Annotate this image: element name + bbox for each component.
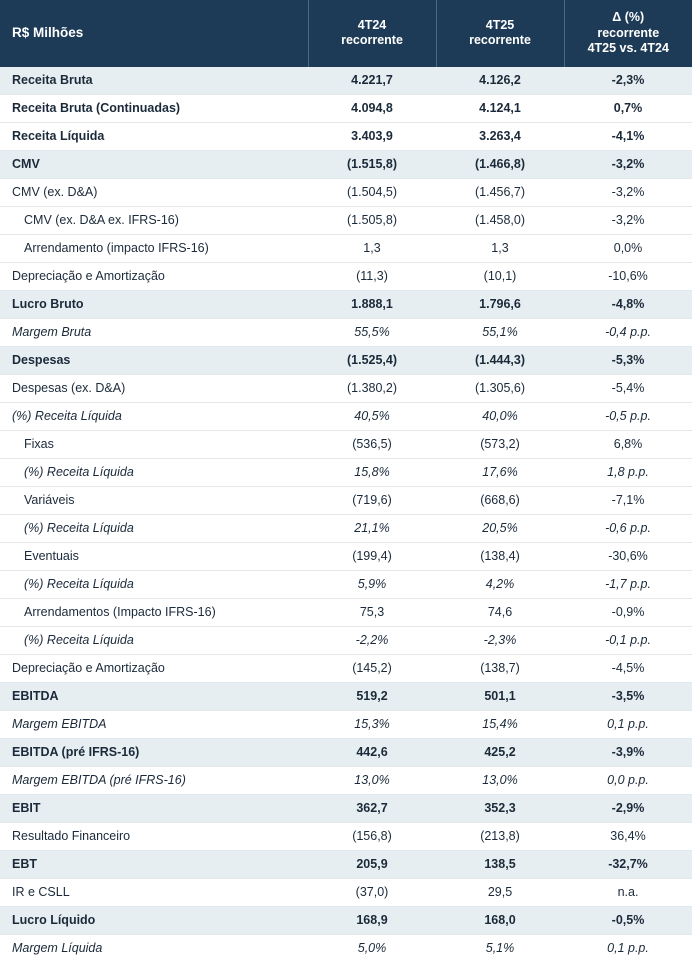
row-value-4t25: (213,8): [436, 822, 564, 850]
row-value-4t24: -2,2%: [308, 626, 436, 654]
row-value-delta: -7,1%: [564, 486, 692, 514]
row-label: (%) Receita Líquida: [0, 570, 308, 598]
row-value-4t24: (1.525,4): [308, 346, 436, 374]
header-col-delta-line1: Δ (%): [612, 10, 645, 24]
table-row: [0, 67, 692, 95]
row-value-4t25: 29,5: [436, 878, 564, 906]
row-value-delta: -0,6 p.p.: [564, 514, 692, 542]
table-row: [0, 402, 692, 430]
row-value-delta: 6,8%: [564, 430, 692, 458]
row-value-4t25: (1.458,0): [436, 206, 564, 234]
row-label: Margem EBITDA (pré IFRS-16): [0, 766, 308, 794]
row-value-4t25: (1.456,7): [436, 178, 564, 206]
row-label: Depreciação e Amortização: [0, 262, 308, 290]
row-value-4t25: 352,3: [436, 794, 564, 822]
table-row: [0, 262, 692, 290]
table-row: [0, 346, 692, 374]
row-value-delta: -5,4%: [564, 374, 692, 402]
row-value-4t25: 168,0: [436, 906, 564, 934]
row-value-4t24: 15,8%: [308, 458, 436, 486]
row-value-4t24: (145,2): [308, 654, 436, 682]
row-value-4t24: 168,9: [308, 906, 436, 934]
row-value-4t25: 1.796,6: [436, 290, 564, 318]
header-col-4t24: [308, 0, 436, 67]
row-value-4t25: 4.124,1: [436, 94, 564, 122]
row-label: Lucro Bruto: [0, 290, 308, 318]
row-value-4t25: 425,2: [436, 738, 564, 766]
row-value-4t25: (138,7): [436, 654, 564, 682]
row-label: Margem Bruta: [0, 318, 308, 346]
header-col-4t25: [436, 0, 564, 67]
row-value-4t24: 5,0%: [308, 934, 436, 962]
row-label: Receita Líquida: [0, 122, 308, 150]
row-label: Margem Líquida: [0, 934, 308, 962]
row-value-delta: -3,2%: [564, 206, 692, 234]
row-label: Receita Bruta (Continuadas): [0, 94, 308, 122]
row-value-4t24: 4.094,8: [308, 94, 436, 122]
row-label: Variáveis: [0, 486, 308, 514]
table-row: [0, 486, 692, 514]
row-value-delta: -0,4 p.p.: [564, 318, 692, 346]
table-row: [0, 570, 692, 598]
header-col-delta-line3: 4T25 vs. 4T24: [587, 41, 669, 56]
row-value-delta: -2,9%: [564, 794, 692, 822]
row-value-delta: -3,2%: [564, 178, 692, 206]
row-value-delta: -10,6%: [564, 262, 692, 290]
table-row: [0, 514, 692, 542]
table-row: [0, 934, 692, 962]
row-value-4t24: 1.888,1: [308, 290, 436, 318]
table-row: [0, 178, 692, 206]
row-value-4t25: (1.466,8): [436, 150, 564, 178]
table-row: [0, 458, 692, 486]
header-col-4t25-line1: 4T25: [485, 17, 515, 32]
row-value-4t24: 21,1%: [308, 514, 436, 542]
row-label: CMV (ex. D&A): [0, 178, 308, 206]
row-value-4t25: 4.126,2: [436, 67, 564, 95]
row-label: EBITDA (pré IFRS-16): [0, 738, 308, 766]
table-row: [0, 318, 692, 346]
row-value-4t25: (138,4): [436, 542, 564, 570]
header-units-label: R$ Milhões: [0, 0, 308, 67]
header-col-delta-line2: recorrente: [597, 25, 660, 40]
row-value-delta: -4,8%: [564, 290, 692, 318]
row-label: EBITDA: [0, 682, 308, 710]
row-value-4t25: 15,4%: [436, 710, 564, 738]
row-label: Fixas: [0, 430, 308, 458]
table-row: [0, 122, 692, 150]
header-col-4t25-line2: recorrente: [469, 33, 531, 48]
row-value-4t24: (1.515,8): [308, 150, 436, 178]
row-value-4t24: 75,3: [308, 598, 436, 626]
table-row: [0, 542, 692, 570]
row-label: Lucro Líquido: [0, 906, 308, 934]
row-label: IR e CSLL: [0, 878, 308, 906]
table-row: [0, 766, 692, 794]
row-label: Eventuais: [0, 542, 308, 570]
table-row: [0, 822, 692, 850]
table-row: [0, 598, 692, 626]
row-value-4t24: 5,9%: [308, 570, 436, 598]
row-value-4t25: 17,6%: [436, 458, 564, 486]
row-value-4t24: 362,7: [308, 794, 436, 822]
row-label: (%) Receita Líquida: [0, 458, 308, 486]
row-value-4t24: 205,9: [308, 850, 436, 878]
row-value-4t24: (199,4): [308, 542, 436, 570]
row-value-4t24: (37,0): [308, 878, 436, 906]
row-label: (%) Receita Líquida: [0, 402, 308, 430]
table-body: [0, 67, 692, 962]
row-value-4t24: (1.505,8): [308, 206, 436, 234]
row-value-4t24: (1.380,2): [308, 374, 436, 402]
row-value-delta: -32,7%: [564, 850, 692, 878]
row-value-4t25: (1.444,3): [436, 346, 564, 374]
row-value-delta: 0,1 p.p.: [564, 934, 692, 962]
row-value-4t24: 55,5%: [308, 318, 436, 346]
row-value-4t24: (719,6): [308, 486, 436, 514]
table-row: [0, 374, 692, 402]
row-value-4t25: 55,1%: [436, 318, 564, 346]
row-value-4t24: (156,8): [308, 822, 436, 850]
row-label: (%) Receita Líquida: [0, 626, 308, 654]
row-value-delta: -30,6%: [564, 542, 692, 570]
row-label: CMV: [0, 150, 308, 178]
table-row: [0, 150, 692, 178]
row-value-4t24: 442,6: [308, 738, 436, 766]
row-value-4t25: 1,3: [436, 234, 564, 262]
row-value-4t25: 13,0%: [436, 766, 564, 794]
row-value-4t25: 501,1: [436, 682, 564, 710]
row-value-4t25: (10,1): [436, 262, 564, 290]
row-value-delta: -3,9%: [564, 738, 692, 766]
row-value-delta: -3,5%: [564, 682, 692, 710]
table-header: [0, 0, 692, 67]
row-label: Despesas (ex. D&A): [0, 374, 308, 402]
row-label: Arrendamento (impacto IFRS-16): [0, 234, 308, 262]
row-value-4t25: (1.305,6): [436, 374, 564, 402]
row-value-4t24: 3.403,9: [308, 122, 436, 150]
row-value-delta: 0,7%: [564, 94, 692, 122]
table-row: [0, 94, 692, 122]
table-row: [0, 234, 692, 262]
table-row: [0, 850, 692, 878]
row-value-delta: n.a.: [564, 878, 692, 906]
row-value-4t25: 3.263,4: [436, 122, 564, 150]
row-value-4t25: (668,6): [436, 486, 564, 514]
table-row: [0, 626, 692, 654]
row-label: Depreciação e Amortização: [0, 654, 308, 682]
header-col-delta: [564, 0, 692, 67]
table-row: [0, 906, 692, 934]
table-row: [0, 738, 692, 766]
table-row: [0, 290, 692, 318]
table-header-row: [0, 0, 692, 67]
row-value-delta: -2,3%: [564, 67, 692, 95]
row-value-4t25: 20,5%: [436, 514, 564, 542]
row-label: Arrendamentos (Impacto IFRS-16): [0, 598, 308, 626]
row-value-4t25: 74,6: [436, 598, 564, 626]
row-value-delta: -4,5%: [564, 654, 692, 682]
row-label: EBT: [0, 850, 308, 878]
row-value-4t25: (573,2): [436, 430, 564, 458]
table-row: [0, 710, 692, 738]
table-row: [0, 430, 692, 458]
row-value-delta: 36,4%: [564, 822, 692, 850]
row-value-delta: -3,2%: [564, 150, 692, 178]
row-label: Despesas: [0, 346, 308, 374]
row-value-4t24: (536,5): [308, 430, 436, 458]
row-value-delta: -0,5 p.p.: [564, 402, 692, 430]
row-value-4t25: 138,5: [436, 850, 564, 878]
row-value-4t24: 519,2: [308, 682, 436, 710]
row-value-4t25: -2,3%: [436, 626, 564, 654]
row-value-delta: 0,1 p.p.: [564, 710, 692, 738]
table-row: [0, 878, 692, 906]
row-value-delta: -0,5%: [564, 906, 692, 934]
row-value-delta: -0,1 p.p.: [564, 626, 692, 654]
row-value-delta: 1,8 p.p.: [564, 458, 692, 486]
row-label: (%) Receita Líquida: [0, 514, 308, 542]
row-value-4t24: 15,3%: [308, 710, 436, 738]
row-value-4t24: 1,3: [308, 234, 436, 262]
row-label: EBIT: [0, 794, 308, 822]
row-value-delta: 0,0%: [564, 234, 692, 262]
row-value-delta: -4,1%: [564, 122, 692, 150]
row-label: CMV (ex. D&A ex. IFRS-16): [0, 206, 308, 234]
row-label: Resultado Financeiro: [0, 822, 308, 850]
row-label: Receita Bruta: [0, 67, 308, 95]
row-value-4t24: 40,5%: [308, 402, 436, 430]
row-value-4t24: (11,3): [308, 262, 436, 290]
table-row: [0, 206, 692, 234]
row-value-delta: -1,7 p.p.: [564, 570, 692, 598]
row-value-delta: -5,3%: [564, 346, 692, 374]
row-value-delta: 0,0 p.p.: [564, 766, 692, 794]
row-value-4t24: (1.504,5): [308, 178, 436, 206]
row-value-4t24: 4.221,7: [308, 67, 436, 95]
row-value-4t25: 4,2%: [436, 570, 564, 598]
row-value-4t24: 13,0%: [308, 766, 436, 794]
table-row: [0, 682, 692, 710]
row-value-delta: -0,9%: [564, 598, 692, 626]
table-row: [0, 654, 692, 682]
header-col-4t24-line1: 4T24: [357, 17, 387, 32]
row-value-4t25: 40,0%: [436, 402, 564, 430]
table-row: [0, 794, 692, 822]
header-col-4t24-line2: recorrente: [341, 33, 403, 48]
row-label: Margem EBITDA: [0, 710, 308, 738]
row-value-4t25: 5,1%: [436, 934, 564, 962]
